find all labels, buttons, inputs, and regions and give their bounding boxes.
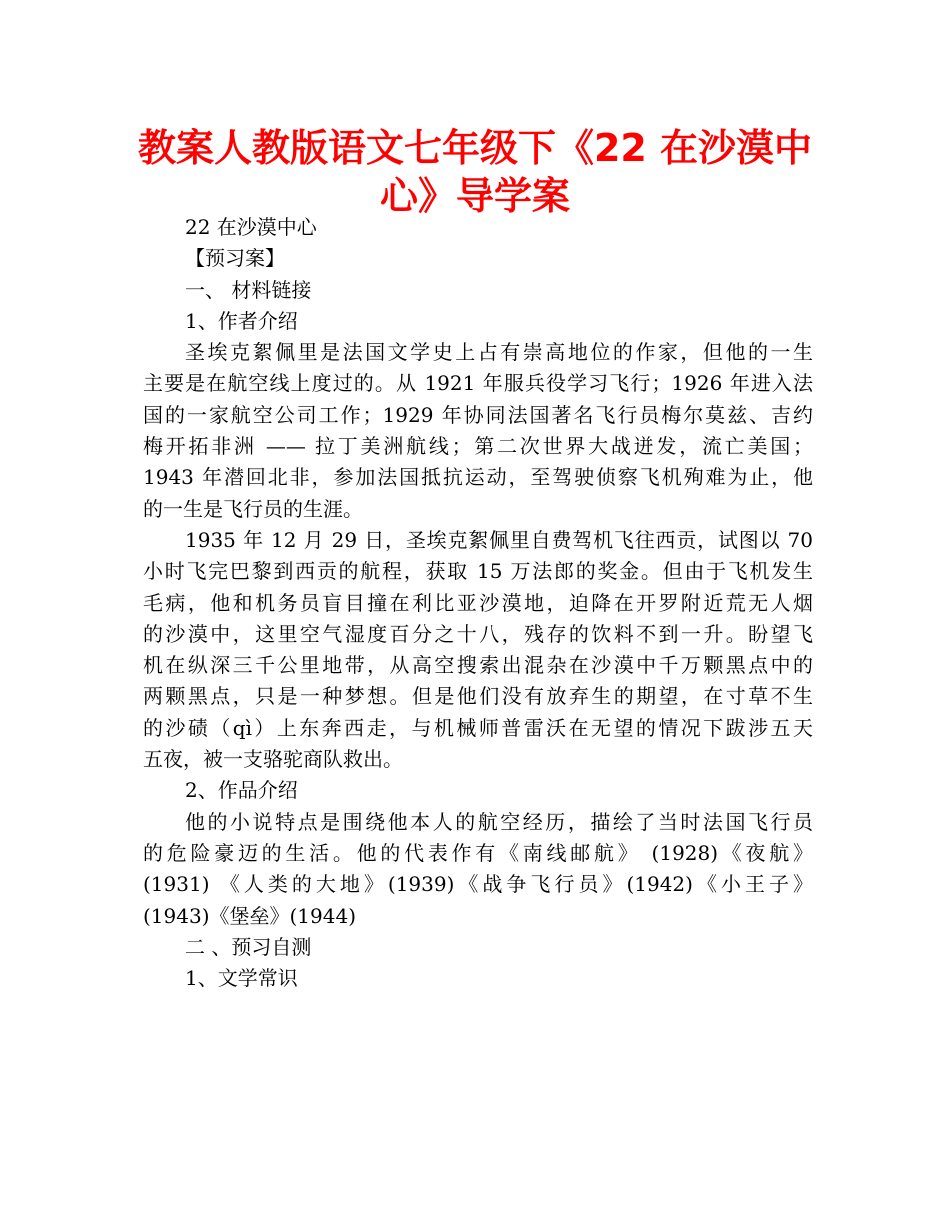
- works-paragraph-line: (1931) 《人类的大地》(1939)《战争飞行员》(1942)《小王子》: [143, 872, 813, 897]
- author-paragraph-line: 圣埃克絮佩里是法国文学史上占有崇高地位的作家，但他的一生: [185, 340, 813, 365]
- author-paragraph-line: 国的一家航空公司工作；1929 年协同法国著名飞行员梅尔莫兹、吉约: [143, 402, 813, 427]
- author-paragraph-line: 主要是在航空线上度过的。从 1921 年服兵役学习飞行；1926 年进入法: [143, 371, 813, 396]
- document-body: [143, 212, 813, 994]
- story-paragraph-line: 两颗黑点，只是一种梦想。但是他们没有放弃生的期望，在寸草不生: [143, 684, 813, 709]
- story-paragraph-line: 机在纵深三千公里地带，从高空搜索出混杂在沙漠中千万颗黑点中的: [143, 653, 813, 678]
- story-paragraph-line: 五夜，被一支骆驼商队救出。: [143, 747, 403, 772]
- author-paragraph-line: 梅开拓非洲 —— 拉丁美洲航线；第二次世界大战迸发，流亡美国；: [143, 434, 813, 459]
- works-paragraph-line: 他的小说特点是围绕他本人的航空经历，描绘了当时法国飞行员: [185, 809, 813, 834]
- subsection-author-heading: 1、作者介绍: [185, 308, 298, 333]
- story-paragraph-line: 1935 年 12 月 29 日，圣埃克絮佩里自费驾机飞往西贡，试图以 70: [185, 527, 813, 552]
- section-materials-heading: 一、 材料链接: [185, 277, 312, 302]
- subsection-works-heading: 2、作品介绍: [185, 778, 298, 803]
- works-paragraph-line: (1943)《堡垒》(1944): [143, 903, 357, 928]
- lesson-heading: 22 在沙漠中心: [185, 215, 317, 239]
- section-preview-heading: 【预习案】: [185, 246, 285, 271]
- story-paragraph-line: 的沙漠中，这里空气湿度百分之十八，残存的饮料不到一升。盼望飞: [143, 621, 813, 646]
- author-paragraph-line: 的一生是飞行员的生涯。: [143, 496, 363, 521]
- story-paragraph-line: 的沙碛（qì）上东奔西走，与机械师普雷沃在无望的情况下跋涉五天: [143, 715, 813, 740]
- document-title-line-1: 教案人教版语文七年级下《22 在沙漠中: [137, 126, 813, 170]
- document-title-line-2: 心》导学案: [379, 174, 570, 218]
- author-paragraph-line: 1943 年潜回北非，参加法国抵抗运动，至驾驶侦察飞机殉难为止，他: [143, 465, 813, 490]
- story-paragraph-line: 毛病，他和机务员盲目撞在利比亚沙漠地，迫降在开罗附近荒无人烟: [143, 590, 813, 615]
- story-paragraph-line: 小时飞完巴黎到西贡的航程，获取 15 万法郎的奖金。但由于飞机发生: [143, 559, 813, 584]
- section-self-test-heading: 二 、预习自测: [185, 934, 312, 959]
- subsection-literature-heading: 1、文学常识: [185, 966, 298, 991]
- works-paragraph-line: 的危险豪迈的生活。他的代表作有《南线邮航》 (1928)《夜航》: [143, 840, 813, 865]
